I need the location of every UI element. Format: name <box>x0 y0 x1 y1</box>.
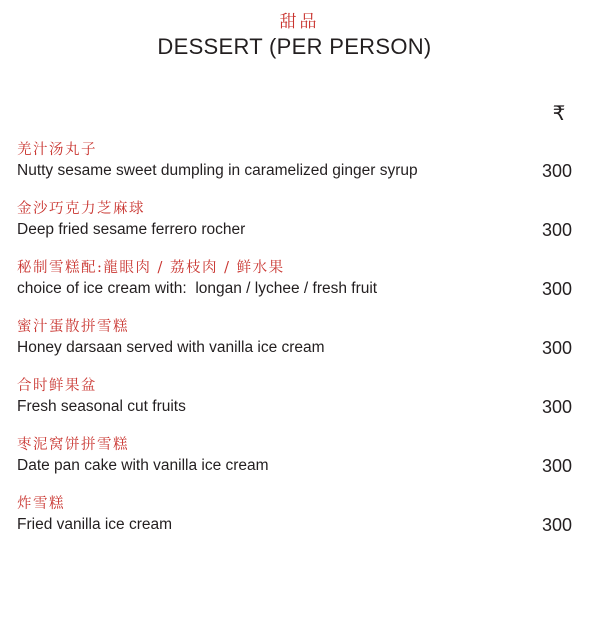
menu-item-name-chinese: 蜜汁蛋散拼雪糕 <box>17 319 129 335</box>
menu-item-price: 300 <box>541 515 572 535</box>
menu-item-name-chinese: 枣泥窝饼拼雪糕 <box>17 437 129 453</box>
menu-item-description: Nutty sesame sweet dumpling in caramelized ginger syrup <box>17 162 418 179</box>
menu-item-row <box>17 258 572 300</box>
menu-item-text <box>17 317 325 359</box>
menu-item-text <box>17 258 377 300</box>
menu-item-text <box>17 494 172 536</box>
menu-item-row <box>17 317 572 359</box>
menu-item-description: Date pan cake with vanilla ice cream <box>17 457 269 474</box>
rupee-currency-symbol: ₹ <box>552 103 566 125</box>
menu-item-price: 300 <box>541 456 572 476</box>
menu-item-price: 300 <box>541 220 572 240</box>
menu-item-name-chinese: 秘制雪糕配:龍眼肉 / 荔枝肉 / 鲜水果 <box>17 260 285 276</box>
menu-item-row <box>17 435 572 477</box>
menu-title-chinese: 甜品 <box>279 12 320 32</box>
menu-item-price: 300 <box>541 279 572 299</box>
menu-item-description: Honey darsaan served with vanilla ice cream <box>17 339 325 356</box>
menu-item-name-chinese: 金沙巧克力芝麻球 <box>17 201 145 217</box>
menu-title: DESSERT (PER PERSON) <box>157 34 432 59</box>
menu-item-row <box>17 199 572 241</box>
menu-item-text <box>17 140 418 182</box>
menu-item-row <box>17 140 572 182</box>
menu-item-name-chinese: 炸雪糕 <box>17 496 65 512</box>
menu-item-description: Fried vanilla ice cream <box>17 516 173 533</box>
menu-item-price: 300 <box>541 161 572 181</box>
menu-item-text <box>17 199 245 241</box>
menu-item-description: choice of ice cream with: longan / lychee / fresh fruit <box>17 280 378 297</box>
menu-item-price: 300 <box>541 338 572 358</box>
menu-item-name-chinese: 羌汁汤丸子 <box>17 142 97 158</box>
currency-header-row <box>17 102 572 126</box>
menu-item-price: 300 <box>541 397 572 417</box>
menu-item-list <box>17 140 572 536</box>
menu-item-name-chinese: 合时鲜果盆 <box>17 378 97 394</box>
menu-item-row <box>17 376 572 418</box>
menu-item-text <box>17 376 186 418</box>
menu-item-description: Fresh seasonal cut fruits <box>17 398 186 415</box>
menu-item-row <box>17 494 572 536</box>
menu-item-description: Deep fried sesame ferrero rocher <box>17 221 246 238</box>
menu-header <box>17 10 572 60</box>
menu-item-text <box>17 435 269 477</box>
